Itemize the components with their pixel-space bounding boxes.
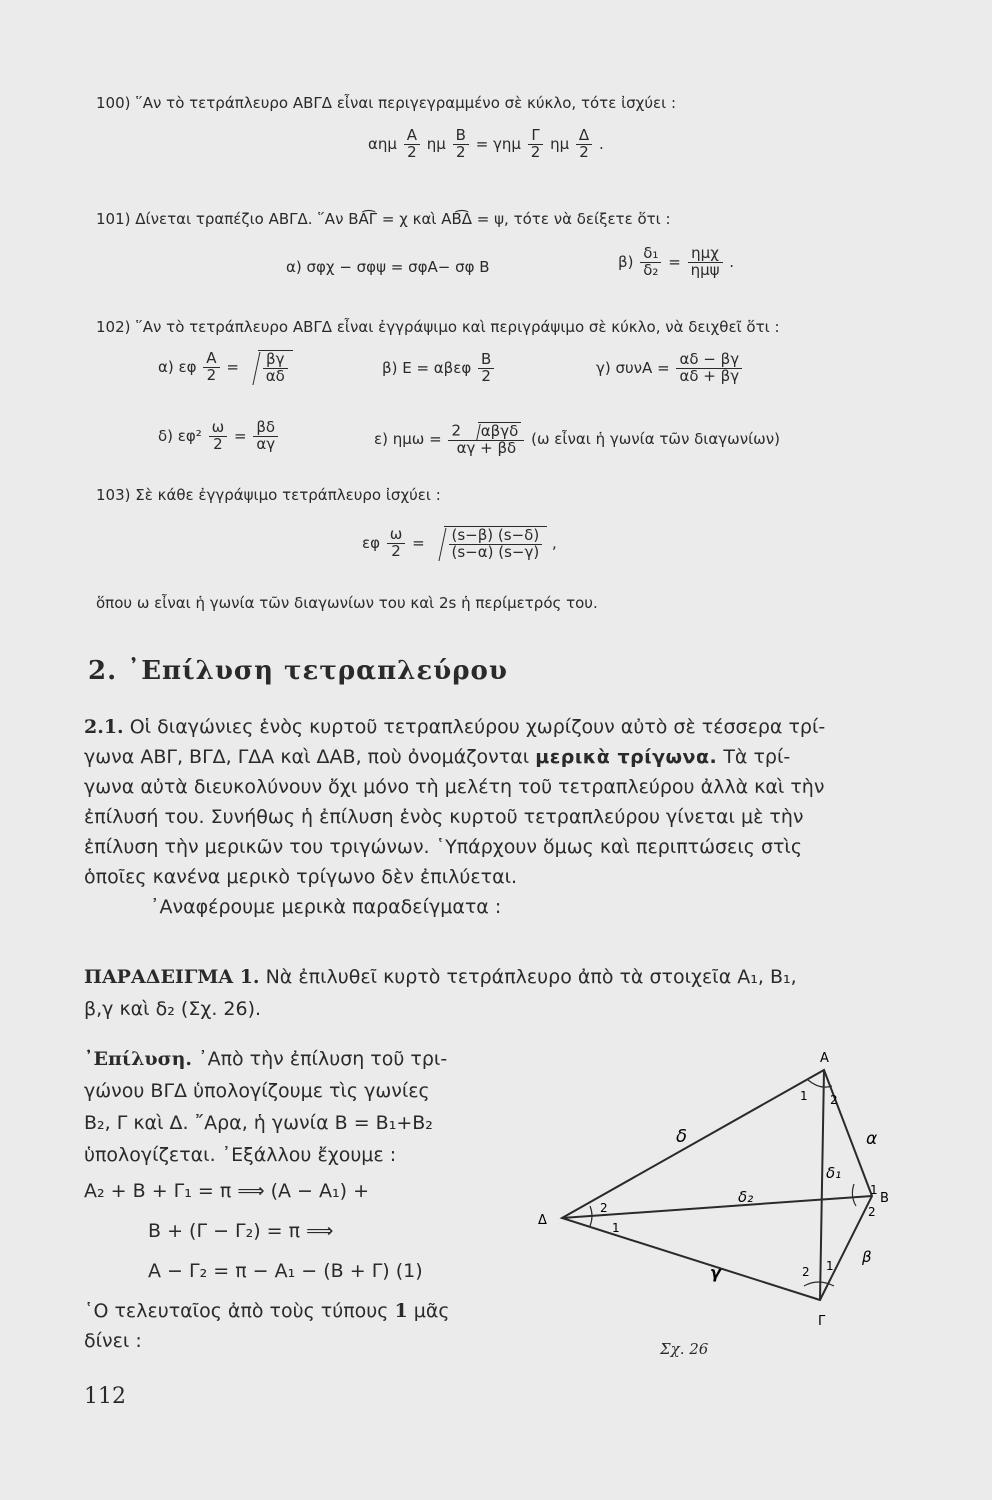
diagonal-label-delta2: δ₂ <box>738 1188 754 1206</box>
frac-num: ω <box>209 420 228 437</box>
formula-note: (ω εἶναι ἡ γωνία τῶν διαγωνίων) <box>531 429 780 448</box>
solution-line-6: δίνει : <box>84 1330 142 1352</box>
diagonal-label-delta1: δ₁ <box>826 1164 842 1182</box>
vertex-label-d: Δ <box>538 1213 547 1228</box>
solution-line-4: ὑπολογίζεται. ᾽Εξάλλου ἔχουμε : <box>84 1144 397 1166</box>
angle-label-b2: 2 <box>868 1205 876 1219</box>
frac-den: (s−α) (s−γ) <box>451 542 540 561</box>
frac-den: ημψ <box>690 260 720 279</box>
side-label-beta: β <box>862 1248 872 1266</box>
example-line-2: β,γ καὶ δ₂ (Σχ. 26). <box>84 998 262 1020</box>
frac-num: ημχ <box>688 246 723 263</box>
paragraph-text: Οἱ διαγώνιες ἑνὸς κυρτοῦ τετραπλεύρου χωρίζουν αὐτὸ σὲ τέσσερα τρί- <box>129 716 826 738</box>
formula-part: = <box>412 533 425 552</box>
exercise-102-d <box>158 420 280 453</box>
frac-den: 2 <box>213 434 223 453</box>
section-2-1-line-6: ὁποῖες κανένα μερικὸ τρίγωνο δὲν ἐπιλύεται. <box>84 866 518 888</box>
formula-part: ε) ημω = <box>374 429 442 448</box>
angle-label-a1: 1 <box>800 1089 808 1103</box>
formula-part: = <box>668 252 681 271</box>
exercise-101-text: 101) Δίνεται τραπέζιο ΑΒΓΔ. ῞Αν ΒΑ͡Γ = χ καὶ ΑΒ͡Δ = ψ, τότε νὰ δείξετε ὅτι : <box>96 210 671 228</box>
section-title: 2. ᾽Επίλυση τετραπλεύρου <box>88 656 508 686</box>
frac-den: 2 <box>407 142 417 161</box>
frac-den: 2 <box>481 366 491 385</box>
frac-num: Β <box>453 128 469 145</box>
solution-line-1 <box>84 1044 447 1074</box>
diagonal-ag <box>820 1070 824 1300</box>
formula-part: γ) συνΑ = <box>596 358 670 377</box>
example-heading-line <box>84 962 797 992</box>
solution-heading: ᾽Επίλυση. <box>84 1048 193 1070</box>
angle-label-d2: 2 <box>600 1201 608 1215</box>
formula-part: β) <box>618 252 634 271</box>
angle-label-b1: 1 <box>870 1183 878 1197</box>
frac-num: (s−β) (s−δ) <box>449 528 543 545</box>
solution-line-5 <box>84 1296 450 1326</box>
solution-line-2: γώνου ΒΓΔ ὑπολογίζουμε τὶς γωνίες <box>84 1080 430 1102</box>
formula-ref: 1 <box>394 1300 408 1322</box>
formula-part: εφ <box>362 533 381 552</box>
frac-num: Γ <box>528 128 544 145</box>
frac-den: 2 <box>391 541 401 560</box>
frac-num: αδ − βγ <box>676 352 742 369</box>
section-2-1-line-7: ᾽Αναφέρουμε μερικὰ παραδείγματα : <box>150 896 502 918</box>
section-2-1-line-1 <box>84 712 825 742</box>
vertex-label-b: B <box>880 1191 889 1206</box>
formula-part: ημ <box>550 134 570 153</box>
solution-eq-1: Α₂ + Β + Γ₁ = π ⟹ (Α − Α₁) + <box>84 1180 369 1202</box>
exercise-103-note: ὅπου ω εἶναι ἡ γωνία τῶν διαγωνίων του καὶ 2s ἡ περίμετρός του. <box>96 594 598 612</box>
formula-part: , <box>552 533 557 552</box>
formula-part: ημ <box>426 134 446 153</box>
exercise-100-formula <box>368 128 604 161</box>
paragraph-text: ᾽Απὸ τὴν ἐπίλυση τοῦ τρι- <box>198 1048 448 1070</box>
side-label-alpha: α <box>866 1129 878 1149</box>
paragraph-text: Τὰ τρί- <box>723 746 791 768</box>
frac-num: βγ <box>263 352 288 369</box>
angle-label-a2: 2 <box>830 1093 838 1107</box>
angle-label-g1: 1 <box>826 1259 834 1273</box>
page-number: 112 <box>84 1384 126 1409</box>
formula-part: β) Ε = αβεφ <box>382 358 472 377</box>
formula-part: . <box>729 252 735 271</box>
frac-den: 2 <box>579 142 589 161</box>
frac-den: αγ <box>256 434 276 453</box>
quadrilateral-figure <box>520 1040 920 1380</box>
term-bold: μερικὰ τρίγωνα. <box>535 746 718 768</box>
frac-num: Α <box>203 351 219 368</box>
formula-part: = <box>226 357 239 376</box>
exercise-102-e <box>374 422 780 457</box>
frac-den: αδ <box>265 366 285 385</box>
formula-part: = γημ <box>475 134 521 153</box>
formula-part: = <box>233 426 247 445</box>
paragraph-text: ῾Ο τελευταῖος ἀπὸ τοὺς τύπους <box>84 1300 389 1322</box>
solution-eq-2: Β + (Γ − Γ₂) = π ⟹ <box>148 1220 334 1242</box>
section-2-1-line-2 <box>84 742 790 772</box>
formula-part: α) εφ <box>158 357 197 376</box>
diagonal-bd <box>562 1196 872 1218</box>
frac-den: 2 <box>206 365 217 384</box>
section-2-1-line-5: ἐπίλυση τὴν μερικῶν του τριγώνων. ῾Υπάρχουν ὅμως καὶ περιπτώσεις στὶς <box>84 836 803 858</box>
frac-num: Δ <box>576 128 592 145</box>
frac-den: δ₂ <box>643 260 659 279</box>
frac-den: αγ + βδ <box>456 438 517 457</box>
exercise-103-text: 103) Σὲ κάθε ἐγγράψιμο τετράπλευρο ἰσχύει : <box>96 486 441 504</box>
section-number: 2.1. <box>84 716 124 738</box>
example-heading: ΠΑΡΑΔΕΙΓΜΑ 1. <box>84 966 260 988</box>
exercise-102-a <box>158 350 293 385</box>
exercise-101-a: α) σφχ − σφψ = σφΑ− σφ Β <box>286 258 490 276</box>
exercise-103-formula <box>362 526 557 561</box>
frac-num: Β <box>478 352 494 369</box>
vertex-label-a: A <box>820 1051 829 1066</box>
angle-label-d1: 1 <box>612 1221 620 1235</box>
section-2-1-line-4: ἐπίλυσή του. Συνήθως ἡ ἐπίλυση ἑνὸς κυρτοῦ τετραπλεύρου γίνεται μὲ τὴν <box>84 806 804 828</box>
exercise-102-text: 102) ῞Αν τὸ τετράπλευρο ΑΒΓΔ εἶναι ἐγγράψιμο καὶ περιγράψιμο σὲ κύκλο, νὰ δειχθεῖ ὅτι : <box>96 318 780 336</box>
frac-num: 2 <box>451 421 462 440</box>
frac-num: ω <box>387 527 406 544</box>
frac-den: 2 <box>456 142 466 161</box>
frac-den: αδ + βγ <box>679 366 740 385</box>
side-label-delta: δ <box>676 1126 688 1147</box>
frac-den: 2 <box>530 142 541 161</box>
frac-num: δ₁ <box>640 246 661 263</box>
formula-part: αημ <box>368 134 397 153</box>
exercise-102-b <box>382 352 496 385</box>
formula-part: δ) εφ² <box>158 426 202 445</box>
formula-part: . <box>598 134 604 153</box>
solution-line-3: Β₂, Γ καὶ Δ. ῎Αρα, ἡ γωνία Β = Β₁+Β₂ <box>84 1112 433 1134</box>
radicand: αβγδ <box>478 422 522 440</box>
angle-arc-b <box>852 1184 856 1206</box>
frac-num: βδ <box>253 420 278 437</box>
exercise-101-b <box>618 246 734 279</box>
paragraph-text: γωνα ΑΒΓ, ΒΓΔ, ΓΔΑ καὶ ΔΑΒ, ποὺ ὀνομάζονται <box>84 746 530 768</box>
frac-num: Α <box>404 128 420 145</box>
exercise-100-text: 100) ῞Αν τὸ τετράπλευρο ΑΒΓΔ εἶναι περιγεγραμμένο σὲ κύκλο, τότε ἰσχύει : <box>96 94 677 112</box>
angle-label-g2: 2 <box>802 1265 810 1279</box>
paragraph-text: μᾶς <box>413 1300 450 1322</box>
side-label-gamma: γ <box>710 1263 721 1282</box>
section-2-1-line-3: γωνα αὐτὰ διευκολύνουν ὄχι μόνο τὴ μελέτη τοῦ τετραπλεύρου ἀλλὰ καὶ τὴν <box>84 776 825 798</box>
exercise-102-c <box>596 352 744 385</box>
paragraph-text: Νὰ ἐπιλυθεῖ κυρτὸ τετράπλευρο ἀπὸ τὰ στοιχεῖα Α₁, Β₁, <box>265 966 797 988</box>
figure-caption: Σχ. 26 <box>660 1340 709 1358</box>
vertex-label-g: Γ <box>818 1314 826 1329</box>
solution-eq-3: Α − Γ₂ = π − Α₁ − (Β + Γ) (1) <box>148 1260 423 1282</box>
